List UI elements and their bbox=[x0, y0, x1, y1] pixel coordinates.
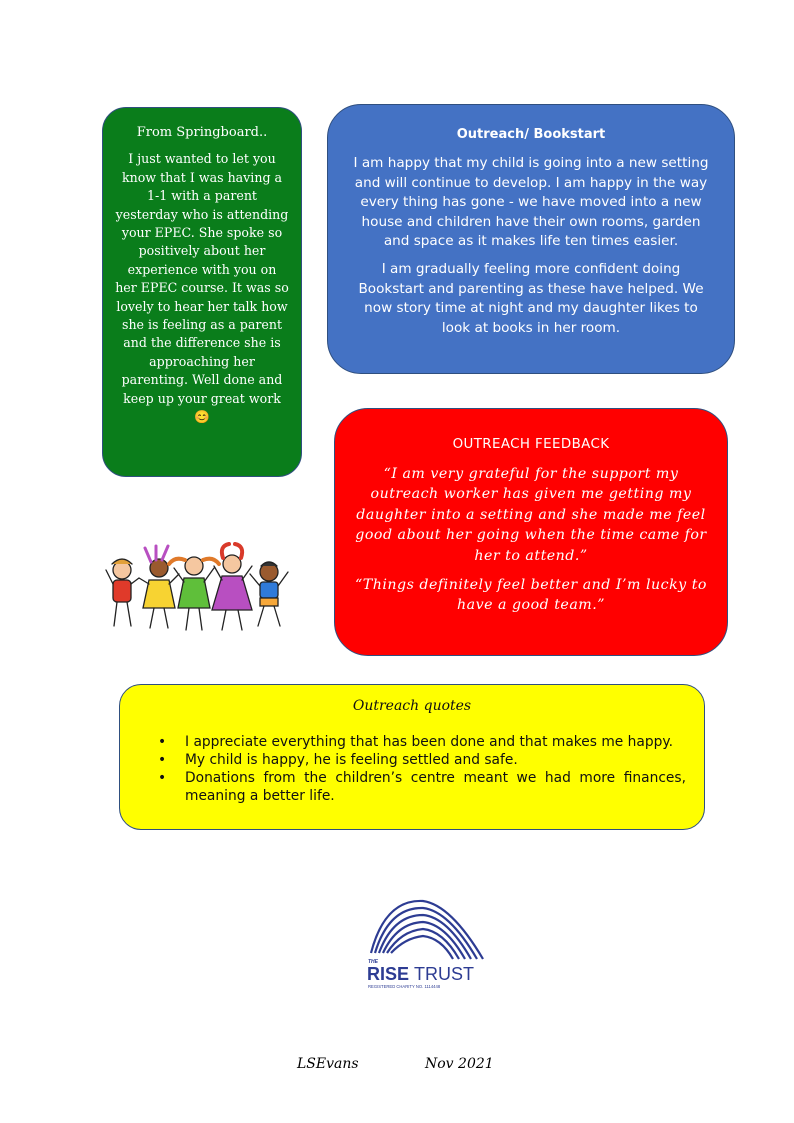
bookstart-paragraph-2: I am gradually feeling more confident doing Bookstart and parenting as these have helped. We now story time at night and my daughter likes to look at books in her room. bbox=[358, 261, 704, 336]
quotes-box bbox=[119, 684, 705, 830]
logo-the-text: THE bbox=[368, 959, 378, 965]
feedback-box bbox=[334, 408, 728, 656]
dancing-children-illustration bbox=[104, 538, 294, 638]
quotes-title: Outreach quotes bbox=[352, 698, 472, 714]
quotes-list bbox=[154, 733, 686, 805]
springboard-text: I just wanted to let you know that I was having a 1-1 with a parent yesterday who is attending your EPEC. She spoke so positively about her experience with you on her EPEC course. It was so lovely to hear her talk how she is feeling as a parent and the difference she is approaching her parenting. Well done and keep up your great work bbox=[115, 151, 289, 406]
footer-author: LSEvans bbox=[297, 1056, 359, 1072]
springboard-title: From Springboard.. bbox=[136, 125, 268, 140]
list-item: • I appreciate everything that has been done and that makes me happy. bbox=[154, 733, 686, 751]
list-item: • My child is happy, he is feeling settled and safe. bbox=[154, 751, 686, 769]
bookstart-title: Outreach/ Bookstart bbox=[456, 127, 606, 142]
feedback-title: OUTREACH FEEDBACK bbox=[452, 437, 610, 452]
bookstart-box bbox=[327, 104, 735, 374]
logo-rise-text: RISE bbox=[367, 964, 410, 984]
footer-date: Nov 2021 bbox=[425, 1056, 494, 1072]
smiley-icon: 😊 bbox=[194, 409, 210, 425]
springboard-body bbox=[115, 150, 289, 426]
bookstart-paragraph-1: I am happy that my child is going into a new setting and will continue to develop. I am happy in the way every thing has gone - we have moved into a new house and children have their own rooms, garden and space as it makes life ten times easier. bbox=[353, 155, 709, 250]
list-item: • Donations from the children’s centre meant we had more finances, meaning a better life. bbox=[154, 769, 686, 805]
feedback-quote-2: “Things definitely feel better and I’m lucky to have a good team.” bbox=[355, 576, 707, 614]
feedback-quote-1: “I am very grateful for the support my outreach worker has given me getting my daughter into a setting and she made me feel good about her going when the time came for her to attend.” bbox=[355, 465, 707, 564]
logo-charity-text: REGISTERED CHARITY NO. 1114448 bbox=[368, 984, 441, 989]
logo-trust-text: TRUST bbox=[414, 964, 474, 984]
springboard-box bbox=[102, 107, 302, 477]
rise-trust-logo bbox=[365, 893, 485, 993]
